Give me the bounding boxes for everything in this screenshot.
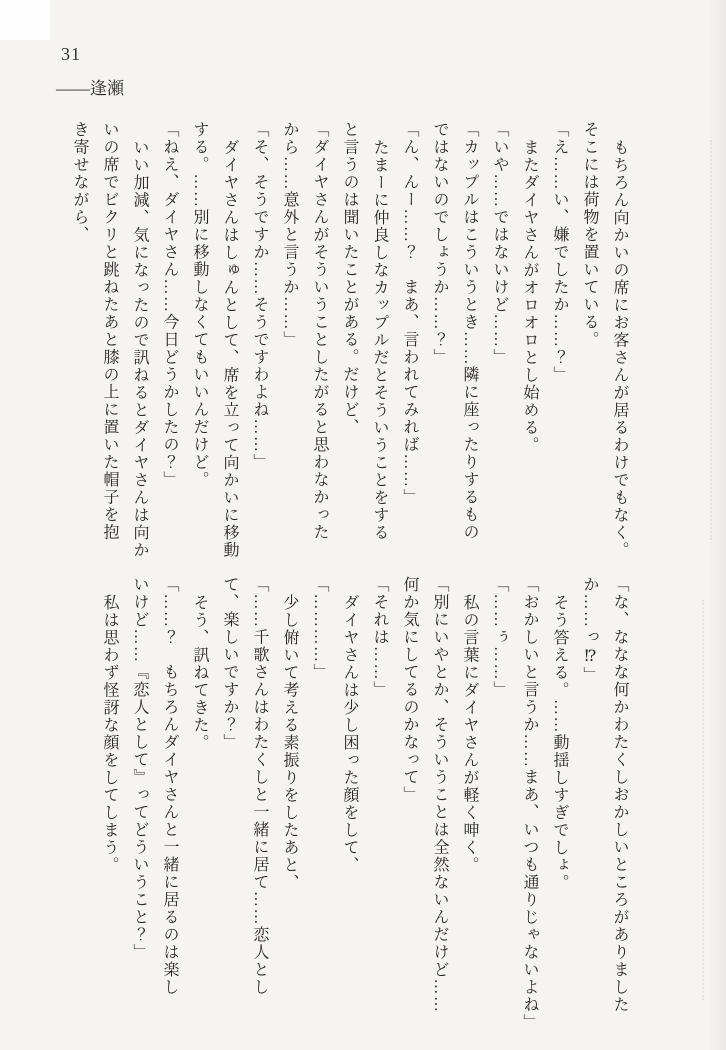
scan-corner-artifact xyxy=(0,0,50,40)
text-line: 「……ぅ……」 xyxy=(491,576,508,699)
text-line: き寄せながら、 xyxy=(71,121,88,244)
text-block-upper xyxy=(64,121,634,569)
text-line: 「ねえ、ダイヤさん……今日どうかしたの？」 xyxy=(161,121,178,489)
text-line: 少し俯いて考える素振りをしたあと、 xyxy=(281,593,298,891)
text-line: いけど……『恋人として』ってどういうこと？」 xyxy=(131,576,148,961)
page-number: 31 xyxy=(61,44,81,64)
text-line: 「な、ななな何かわたくしおかしいところがありました xyxy=(611,576,628,1014)
text-line: 「おかしいと言うか……まあ、いつも通りじゃないよね」 xyxy=(521,576,538,1031)
ink-showthrough-mark xyxy=(702,600,704,1000)
text-line: 「…………」 xyxy=(311,576,328,681)
text-block-lower xyxy=(94,576,634,1044)
text-line: いい加減、気になったので訊ねるとダイヤさんは向か xyxy=(131,138,148,559)
text-line: ではないのでしょうか……？」 xyxy=(431,121,448,366)
text-line: もちろん向かいの席にお客さんが居るわけでもなく。 xyxy=(611,138,628,559)
text-line: 私の言葉にダイヤさんが軽く呻く。 xyxy=(461,593,478,874)
text-line: て、楽しいですか？」 xyxy=(221,576,238,751)
text-line: 「……？ もちろんダイヤさんと一緒に居るのは楽し xyxy=(161,576,178,996)
text-line: ダイヤさんは少し困った顔をして、 xyxy=(341,593,358,874)
text-line: 「それは……」 xyxy=(371,576,388,699)
text-line: 「ん、んー……？ まあ、言われてみれば……」 xyxy=(401,121,418,506)
text-line: 私は思わず怪訝な顔をしてしまう。 xyxy=(101,593,118,874)
text-line: から……意外と言うか……」 xyxy=(281,121,298,349)
text-line: する。……別に移動しなくてもいいんだけど。 xyxy=(191,121,208,489)
text-line: 「そ、そうですか……そうですわよね……」 xyxy=(251,121,268,471)
text-line: そこには荷物を置いている。 xyxy=(581,121,598,349)
text-line: か……っ⁉」 xyxy=(581,576,598,684)
text-line: またダイヤさんがオロオロとし始める。 xyxy=(521,138,538,454)
text-line: そう答える。……動揺しすぎでしょ。 xyxy=(551,593,568,891)
ink-showthrough-mark xyxy=(710,140,712,540)
text-line: 「いや……ではないけど……」 xyxy=(491,121,508,366)
text-line: いの席でビクリと跳ねたあと膝の上に置いた帽子を抱 xyxy=(101,121,118,541)
text-line: 何か気にしてるのかなって」 xyxy=(401,576,418,804)
text-line: そう、訊ねてきた。 xyxy=(191,593,208,751)
section-heading: ――逢瀬 xyxy=(56,79,124,98)
text-line: 「ダイヤさんがそういうことしたがると思わなかった xyxy=(311,121,328,541)
text-line: 「え……い、嫌でしたか……？」 xyxy=(551,121,568,384)
text-line: 「カップルはこういうとき……隣に座ったりするもの xyxy=(461,121,478,541)
text-line: と言うのは聞いたことがある。だけど、 xyxy=(341,121,358,436)
text-line: たまーに仲良しなカップルだとそういうことをする xyxy=(371,138,388,541)
text-line: 「……千歌さんはわたくしと一緒に居て……恋人とし xyxy=(251,576,268,996)
text-line: ダイヤさんはしゅんとして、席を立って向かいに移動 xyxy=(221,138,238,559)
text-line: 「別にいやとか、そういうことは全然ないんだけど…… xyxy=(431,576,448,1014)
